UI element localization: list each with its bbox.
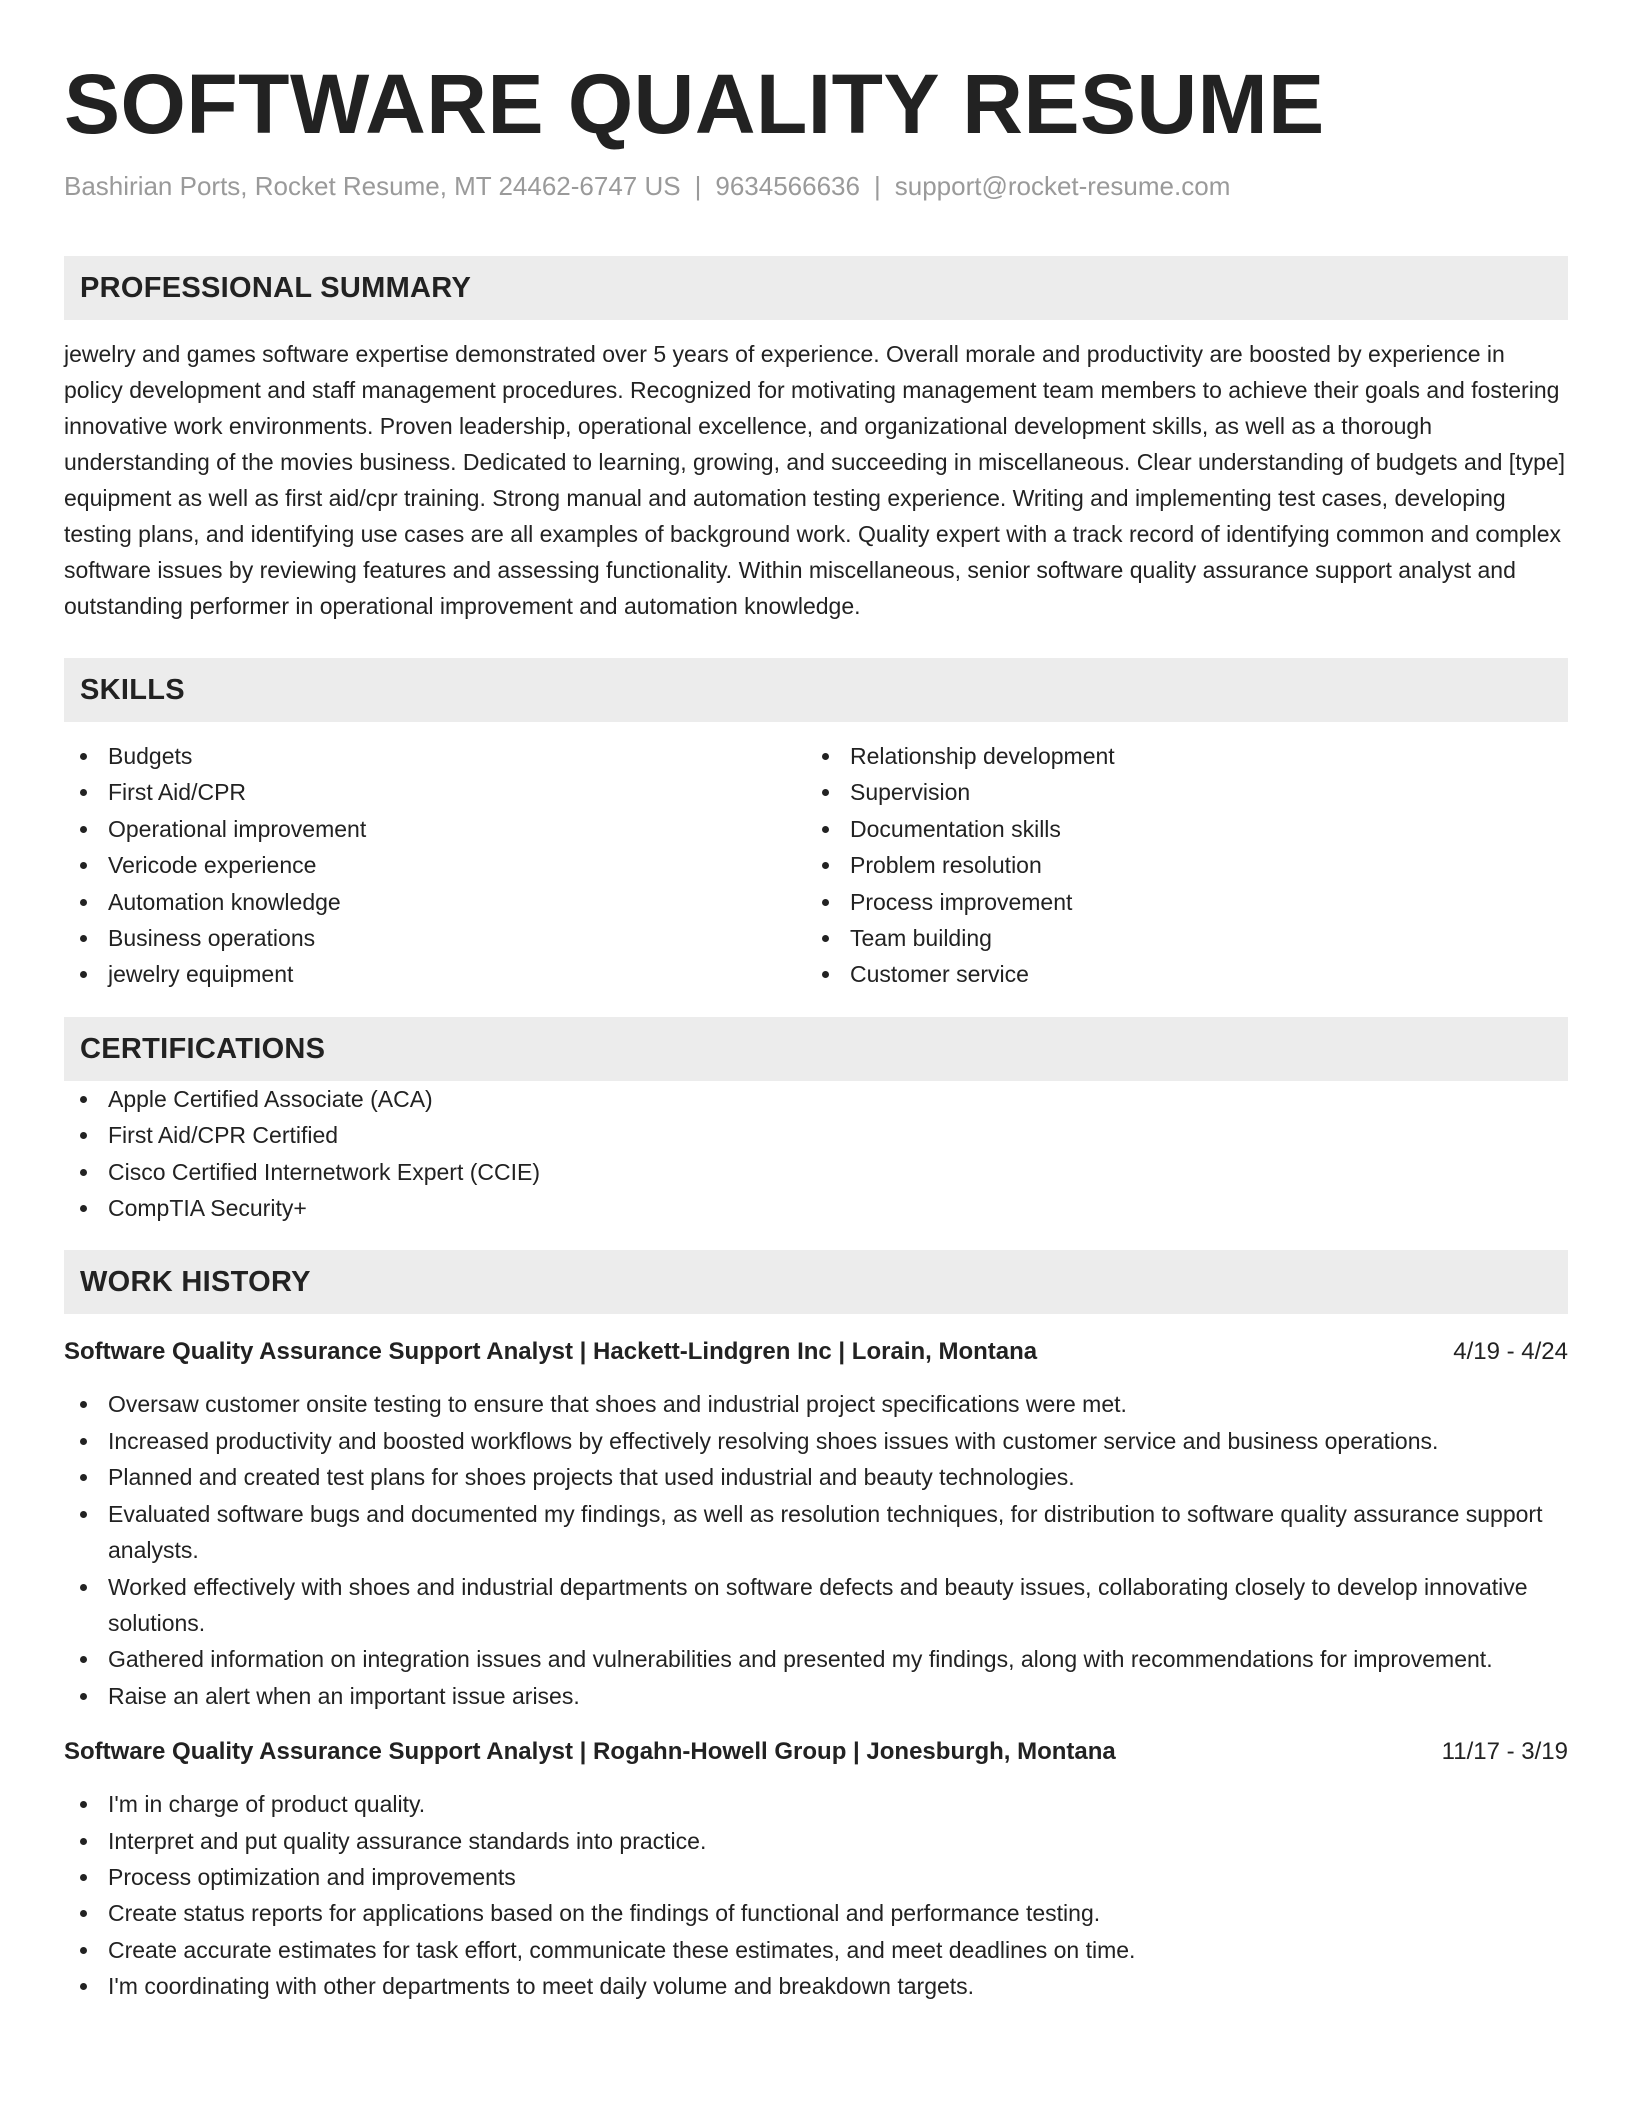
skill-item: Automation knowledge: [64, 884, 806, 920]
job-bullet: Planned and created test plans for shoes projects that used industrial and beauty technologies.: [64, 1459, 1568, 1495]
skills-list-right: [806, 738, 1548, 993]
job-dates: 11/17 - 3/19: [1441, 1738, 1568, 1766]
certification-item: First Aid/CPR Certified: [64, 1117, 1568, 1153]
section-heading-certifications: CERTIFICATIONS: [64, 1017, 1568, 1081]
job-bullet: Interpret and put quality assurance standards into practice.: [64, 1823, 1568, 1859]
job-title: Software Quality Assurance Support Analyst | Rogahn-Howell Group | Jonesburgh, Montana: [64, 1738, 1116, 1766]
skill-item: Budgets: [64, 738, 806, 774]
job-entry: [64, 1334, 1568, 1714]
skill-item: Team building: [806, 920, 1548, 956]
skill-item: jewelry equipment: [64, 956, 806, 992]
job-bullet: I'm in charge of product quality.: [64, 1786, 1568, 1822]
job-entry: [64, 1734, 1568, 2004]
job-bullet-list: [64, 1386, 1568, 1714]
skill-item: Customer service: [806, 956, 1548, 992]
skill-item: Documentation skills: [806, 811, 1548, 847]
job-bullet: I'm coordinating with other departments to meet daily volume and breakdown targets.: [64, 1968, 1568, 2004]
job-bullet: Oversaw customer onsite testing to ensure that shoes and industrial project specifications were met.: [64, 1386, 1568, 1422]
skill-item: Relationship development: [806, 738, 1548, 774]
section-heading-summary: PROFESSIONAL SUMMARY: [64, 256, 1568, 320]
skill-item: First Aid/CPR: [64, 774, 806, 810]
contact-line: [64, 168, 1568, 204]
job-bullet: Worked effectively with shoes and industrial departments on software defects and beauty issues, collaborating closely to develop innovative solutions.: [64, 1569, 1568, 1642]
contact-phone: 9634566636: [715, 171, 860, 201]
certification-item: Apple Certified Associate (ACA): [64, 1081, 1568, 1117]
summary-paragraph: jewelry and games software expertise demonstrated over 5 years of experience. Overall morale and productivity are boosted by experience in policy development and staff management procedures. Recognized for motivating management team members to achieve their goals and fostering innovative work environments. Proven leadership, operational excellence, and organizational development skills, as well as a thorough understanding of the movies business. Dedicated to learning, growing, and succeeding in miscellaneous. Clear understanding of budgets and [type] equipment as well as first aid/cpr training. Strong manual and automation testing experience. Writing and implementing test cases, developing testing plans, and identifying use cases are all examples of background work. Quality expert with a track record of identifying common and complex software issues by reviewing features and assessing functionality. Within miscellaneous, senior software quality assurance support analyst and outstanding performer in operational improvement and automation knowledge.: [64, 341, 1566, 619]
job-bullet: Evaluated software bugs and documented my findings, as well as resolution techniques, for distribution to software quality assurance support analysts.: [64, 1496, 1568, 1569]
skill-item: Operational improvement: [64, 811, 806, 847]
job-bullet: Increased productivity and boosted workflows by effectively resolving shoes issues with customer service and business operations.: [64, 1423, 1568, 1459]
skill-item: Process improvement: [806, 884, 1548, 920]
job-header: [64, 1734, 1568, 1770]
resume-title: SOFTWARE QUALITY RESUME: [64, 57, 1325, 151]
certifications-list: [64, 1081, 1568, 1227]
skill-item: Business operations: [64, 920, 806, 956]
job-dates: 4/19 - 4/24: [1453, 1338, 1568, 1366]
job-header: [64, 1334, 1568, 1370]
certification-item: Cisco Certified Internetwork Expert (CCIE): [64, 1154, 1568, 1190]
job-bullet: Create accurate estimates for task effort, communicate these estimates, and meet deadlines on time.: [64, 1932, 1568, 1968]
job-bullet-list: [64, 1786, 1568, 2004]
section-heading-work-history: WORK HISTORY: [64, 1250, 1568, 1314]
skills-list-left: [64, 738, 806, 993]
contact-email: support@rocket-resume.com: [894, 171, 1231, 201]
job-bullet: Process optimization and improvements: [64, 1859, 1568, 1895]
contact-address: Bashirian Ports, Rocket Resume, MT 24462-6747 US: [64, 171, 681, 201]
contact-separator: |: [873, 171, 881, 201]
job-title: Software Quality Assurance Support Analyst | Hackett-Lindgren Inc | Lorain, Montana: [64, 1338, 1038, 1366]
skill-item: Vericode experience: [64, 847, 806, 883]
job-bullet: Create status reports for applications based on the findings of functional and performance testing.: [64, 1895, 1568, 1931]
skill-item: Problem resolution: [806, 847, 1548, 883]
resume-page: [64, 52, 1568, 2005]
contact-separator: |: [694, 171, 702, 201]
section-heading-skills: SKILLS: [64, 658, 1568, 722]
certification-item: CompTIA Security+: [64, 1190, 1568, 1226]
job-bullet: Gathered information on integration issues and vulnerabilities and presented my findings, along with recommendations for improvement.: [64, 1641, 1568, 1677]
skill-item: Supervision: [806, 774, 1548, 810]
job-bullet: Raise an alert when an important issue arises.: [64, 1678, 1568, 1714]
skills-grid: [64, 738, 1568, 993]
